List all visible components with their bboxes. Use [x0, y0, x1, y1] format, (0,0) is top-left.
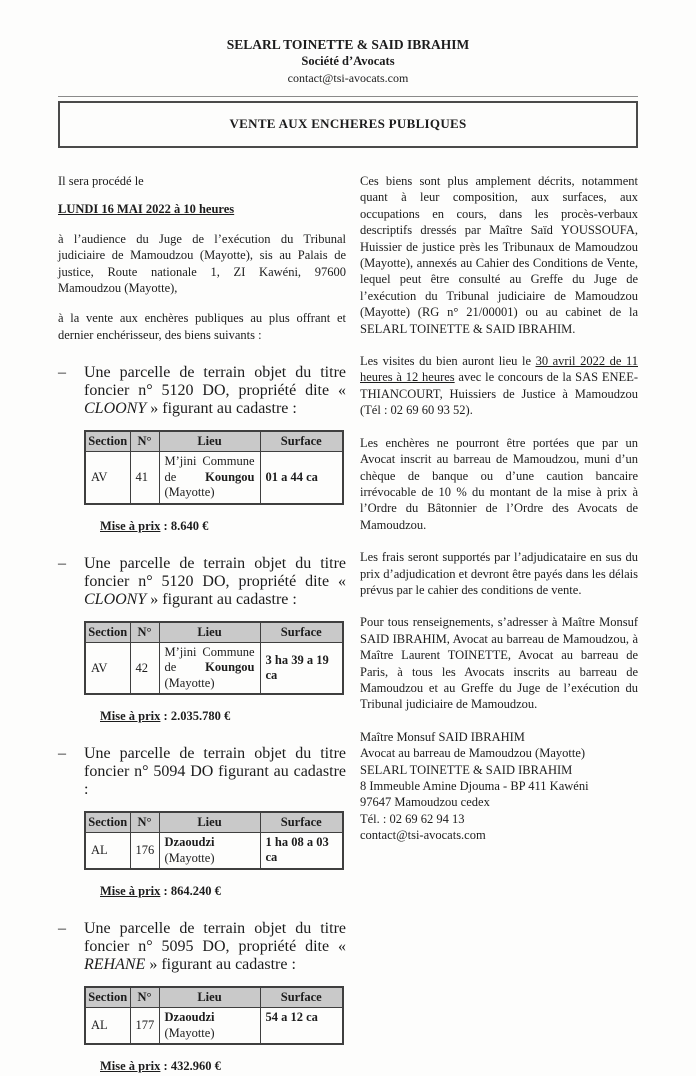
reserve-price-value: : 2.035.780 €	[163, 709, 231, 724]
lieu-after: (Mayotte)	[164, 1025, 215, 1040]
table-header-row	[85, 622, 343, 643]
desc-before: Une parcelle de terrain objet du titre foncier n° 5120 DO, propriété dite «	[84, 364, 346, 400]
col-header-num: N°	[130, 431, 159, 452]
firm-name: SELARL TOINETTE & SAID IBRAHIM	[226, 37, 470, 52]
list-dash: –	[58, 745, 66, 763]
contact-block	[360, 729, 638, 844]
contact-email: contact@tsi-avocats.com	[360, 828, 486, 843]
col-header-lieu: Lieu	[159, 812, 260, 833]
col-header-num: N°	[130, 622, 159, 643]
firm-email: contact@tsi-avocats.com	[287, 71, 409, 85]
lot-description-text	[84, 920, 346, 974]
visits-after: avec le concours de la SAS ENEE-THIANCOURT, Huissiers de Justice à Mamoudzou (Tél : 02 69 60 93 52).	[360, 370, 638, 418]
col-header-section: Section	[85, 812, 130, 833]
desc-after: » figurant au cadastre :	[145, 956, 296, 974]
venue-paragraph: à l’audience du Juge de l’exécution du Tribunal judiciaire de Mamoudzou (Mayotte), sis au Palais de justice, Route nationale 1, ZI Kawéni, 97600 Mamoudzou (Mayotte),	[58, 231, 346, 296]
cell-lieu	[159, 1008, 260, 1045]
visits-before: Les visites du bien auront lieu le	[360, 354, 536, 369]
col-header-surface: Surface	[260, 987, 343, 1008]
cell-section: AV	[85, 452, 130, 504]
two-column-body	[58, 173, 638, 1076]
description-paragraph: Ces biens sont plus amplement décrits, notamment quant à leur composition, aux surfaces, aux occupations en cours, dans les procès-verbaux descriptifs dressés par Maître Saïd YOUSSOUFA, Huissier de justice près les Tribunaux de Mamoudzou (Mayotte), annexés au Cahier des Conditions de Vente, lequel peut être consulté au Greffe du Juge de l’exécution du Tribunal judiciaire de Mamoudzou (Mayotte) (RG n° 21/00001) ou au cabinet de la SELARL TOINETTE & SAID IBRAHIM.	[360, 174, 638, 336]
cell-section: AL	[85, 833, 130, 870]
reserve-price-label: Mise à prix	[100, 518, 161, 533]
col-header-lieu: Lieu	[159, 622, 260, 643]
lieu-after: (Mayotte)	[164, 675, 215, 690]
cadastre-table	[84, 430, 344, 505]
table-header-row	[85, 431, 343, 452]
cell-surface: 01 a 44 ca	[260, 452, 343, 504]
visits-date: 30 avril 2022 de 11 heures à 12 heures	[360, 354, 638, 385]
banner-title: VENTE AUX ENCHERES PUBLIQUES	[229, 116, 467, 131]
list-dash: –	[58, 554, 66, 572]
visits-paragraph	[360, 353, 638, 419]
table-header-row	[85, 812, 343, 833]
property-name: REHANE	[84, 956, 146, 974]
reserve-price-value: : 864.240 €	[163, 884, 221, 899]
fees-paragraph: Les frais seront supportés par l’adjudicataire en sus du prix d’adjudication et devront être payés dans les délais prévus par le cahier des conditions de vente.	[360, 550, 638, 597]
col-header-num: N°	[130, 987, 159, 1008]
reserve-price	[100, 884, 346, 899]
bidding-paragraph: Les enchères ne pourront être portées que par un Avocat inscrit au barreau de Mamoudzou, muni d’un chèque de banque ou d’une caution bancaire irrévocable de 10 % du montant de la mise à prix à l’Ordre du Bâtonnier de l’Ordre des Avocats de Mamoudzou.	[360, 435, 638, 532]
cadastre-table	[84, 986, 344, 1045]
contact-role: Avocat au barreau de Mamoudzou (Mayotte)	[360, 746, 586, 761]
col-header-surface: Surface	[260, 622, 343, 643]
lieu-commune: Koungou	[205, 660, 255, 675]
desc-before: Une parcelle de terrain objet du titre foncier n° 5120 DO, propriété dite «	[84, 554, 346, 590]
lot-item	[58, 745, 346, 899]
col-header-section: Section	[85, 622, 130, 643]
cell-num: 41	[130, 452, 159, 504]
lieu-before: M’jini Commune de	[164, 454, 255, 484]
contact-firm: SELARL TOINETTE & SAID IBRAHIM	[360, 762, 573, 777]
cell-section: AV	[85, 642, 130, 694]
lieu-after: (Mayotte)	[164, 485, 215, 500]
header-divider	[58, 96, 638, 97]
lot-description-text	[84, 745, 346, 799]
table-header-row	[85, 987, 343, 1008]
information-paragraph: Pour tous renseignements, s’adresser à Maître Monsuf SAID IBRAHIM, Avocat au barreau de Mamoudzou, à Maître Laurent TOINETTE, Avocat au barreau de Paris, à tous les Avocats inscrits au barreau de Mamoudzou et au Greffe du Juge de l’exécution du Tribunal judiciaire de Mamoudzou.	[360, 615, 638, 712]
col-header-surface: Surface	[260, 812, 343, 833]
reserve-price	[100, 709, 346, 724]
lieu-before: M’jini Commune de	[164, 644, 255, 675]
auction-date: LUNDI 16 MAI 2022 à 10 heures	[58, 202, 235, 217]
col-header-section: Section	[85, 987, 130, 1008]
sale-paragraph: à la vente aux enchères publiques au plus offrant et dernier enchérisseur, des biens suivants :	[58, 311, 346, 342]
col-header-num: N°	[130, 812, 159, 833]
reserve-price-value: : 8.640 €	[163, 518, 209, 533]
cell-num: 177	[130, 1008, 159, 1045]
auction-banner	[58, 101, 638, 148]
lot-description-text	[84, 364, 346, 418]
reserve-price-label: Mise à prix	[100, 884, 161, 899]
desc-after: » figurant au cadastre :	[146, 590, 297, 608]
lot-description	[58, 920, 346, 974]
intro-line: Il sera procédé le	[58, 174, 144, 188]
property-name: CLOONY	[84, 590, 147, 608]
lot-description	[58, 555, 346, 609]
desc-before: Une parcelle de terrain objet du titre foncier n° 5095 DO, propriété dite «	[84, 920, 346, 956]
cell-lieu	[159, 642, 260, 694]
col-header-surface: Surface	[260, 431, 343, 452]
col-header-lieu: Lieu	[159, 431, 260, 452]
reserve-price-label: Mise à prix	[100, 709, 161, 724]
lot-item	[58, 364, 346, 534]
table-row	[85, 642, 343, 694]
lot-description	[58, 364, 346, 418]
desc-after: » figurant au cadastre :	[146, 400, 297, 418]
reserve-price-label: Mise à prix	[100, 1059, 161, 1074]
property-name: CLOONY	[84, 400, 147, 418]
cadastre-table	[84, 811, 344, 870]
lieu-commune: Dzaoudzi	[164, 835, 215, 850]
right-column	[360, 173, 638, 1076]
contact-address: 8 Immeuble Amine Djouma - BP 411 Kawéni	[360, 779, 589, 793]
letterhead	[58, 36, 638, 87]
lieu-commune: Dzaoudzi	[164, 1010, 215, 1025]
list-dash: –	[58, 364, 66, 382]
reserve-price	[100, 1059, 346, 1074]
contact-phone: Tél. : 02 69 62 94 13	[360, 811, 465, 826]
lot-item	[58, 920, 346, 1074]
cadastre-table	[84, 621, 344, 696]
col-header-lieu: Lieu	[159, 987, 260, 1008]
cell-surface: 3 ha 39 a 19 ca	[260, 642, 343, 694]
cell-lieu	[159, 452, 260, 504]
lot-item	[58, 555, 346, 725]
cell-surface: 54 a 12 ca	[260, 1008, 343, 1045]
cell-lieu	[159, 833, 260, 870]
list-dash: –	[58, 920, 66, 938]
cell-section: AL	[85, 1008, 130, 1045]
table-row	[85, 452, 343, 504]
cell-num: 176	[130, 833, 159, 870]
table-row	[85, 1008, 343, 1045]
cell-surface: 1 ha 08 a 03 ca	[260, 833, 343, 870]
left-column	[58, 173, 346, 1076]
cell-num: 42	[130, 642, 159, 694]
lieu-after: (Mayotte)	[164, 850, 215, 865]
contact-name: Maître Monsuf SAID IBRAHIM	[360, 729, 525, 744]
desc-before: Une parcelle de terrain objet du titre foncier n° 5094 DO figurant au cadastre :	[84, 745, 346, 799]
lieu-commune: Koungou	[205, 469, 255, 484]
firm-type: Société d’Avocats	[301, 54, 395, 68]
col-header-section: Section	[85, 431, 130, 452]
reserve-price	[100, 519, 346, 534]
reserve-price-value: : 432.960 €	[163, 1059, 221, 1074]
lot-description-text	[84, 555, 346, 609]
lot-description	[58, 745, 346, 799]
contact-city: 97647 Mamoudzou cedex	[360, 795, 490, 810]
table-row	[85, 833, 343, 870]
